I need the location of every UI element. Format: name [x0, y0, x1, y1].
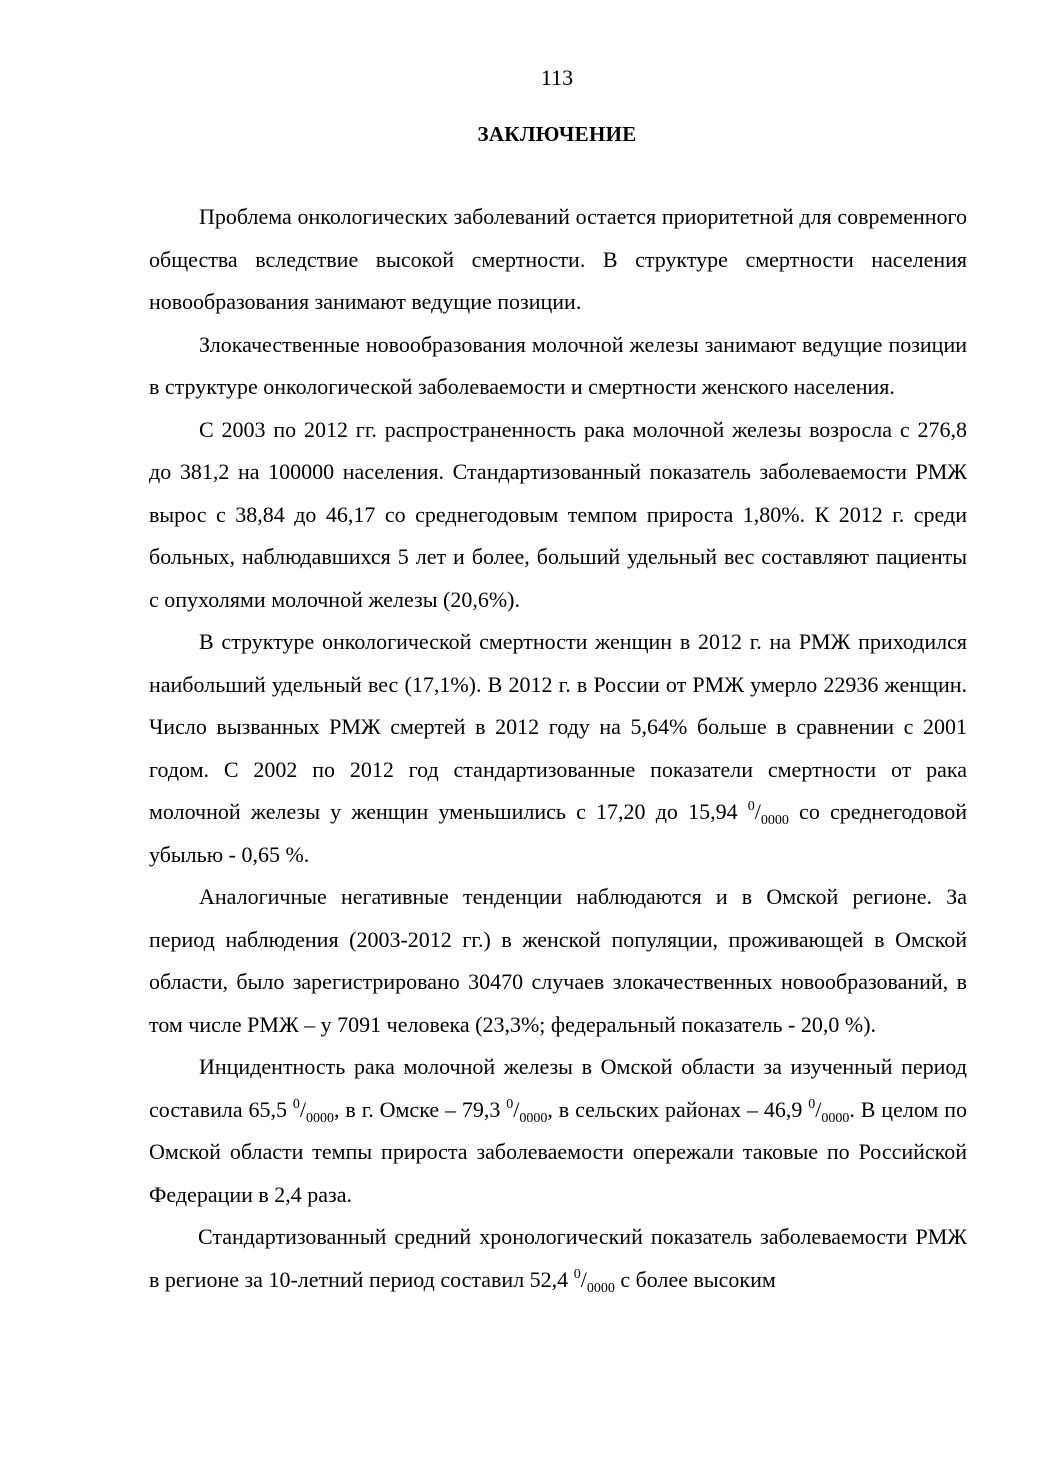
paragraph-5: Аналогичные негативные тенденции наблюдаются и в Омской регионе. За период наблюдения (2003-2012 гг.) в женской популяции, проживающей в Омской области, было зарегистрировано 30470 случаев злокачественных новообразований, в том числе РМЖ – у 7091 человека (23,3%; федеральный показатель - 20,0 %). — [149, 884, 967, 1037]
per-mille-superscript: 0 — [747, 799, 755, 814]
paragraph-7-text-end: с более высоким — [614, 1266, 776, 1292]
paragraph-1: Проблема онкологических заболеваний остается приоритетной для современного общества вследствие высокой смертности. В структуре смертности населения новообразования занимают ведущие позиции. — [149, 204, 967, 314]
per-mille-slash: / — [815, 1096, 822, 1122]
per-mille-subscript: 0000 — [821, 1110, 850, 1126]
per-mille-slash: / — [299, 1096, 307, 1122]
per-mille-slash: / — [754, 799, 761, 824]
per-mille-superscript: 0 — [506, 1096, 514, 1112]
per-mille-superscript: 0 — [573, 1266, 581, 1282]
per-mille-slash: / — [513, 1096, 520, 1122]
per-mille-subscript: 0000 — [306, 1110, 335, 1126]
paragraph-6-text-3: , в сельских районах – 46,9 — [547, 1096, 809, 1122]
document-body — [149, 196, 967, 1301]
paragraph-7 — [149, 1216, 967, 1301]
paragraph-2: Злокачественные новообразования молочной железы занимают ведущие позиции в структуре онкологической заболеваемости и смертности женского населения. — [149, 331, 967, 399]
per-mille-slash: / — [580, 1266, 587, 1292]
per-mille-subscript: 0000 — [760, 813, 789, 828]
per-mille-superscript: 0 — [292, 1096, 300, 1112]
paragraph-4 — [149, 621, 967, 876]
page-title: ЗАКЛЮЧЕНИЕ — [477, 122, 637, 146]
paragraph-6 — [149, 1046, 967, 1216]
paragraph-7-text: Стандартизованный средний хронологический показатель заболеваемости РМЖ в регионе за 10-летний период составил 52,4 — [149, 1224, 967, 1292]
paragraph-6-text-4: . В целом по Омской области темпы прироста заболеваемости опережали таковые по Российской Федерации в 2,4 раза. — [149, 1096, 967, 1207]
per-mille-subscript: 0000 — [586, 1280, 615, 1296]
per-mille-superscript: 0 — [808, 1096, 816, 1112]
paragraph-6-text-2: , в г. Омске – 79,3 — [334, 1096, 507, 1122]
paragraph-3: С 2003 по 2012 гг. распространенность рака молочной железы возросла с 276,8 до 381,2 на 100000 населения. Стандартизованный показатель заболеваемости РМЖ вырос с 38,84 до 46,17 со среднегодовым темпом прироста 1,80%. К 2012 г. среди больных, наблюдавшихся 5 лет и более, больший удельный вес составляют пациенты с опухолями молочной железы (20,6%). — [149, 416, 967, 612]
per-mille-subscript: 0000 — [519, 1110, 548, 1126]
paragraph-6-text: Инцидентность рака молочной железы в Омской области за изученный период составила 65,5 — [149, 1054, 967, 1122]
page-number: 113 — [540, 65, 574, 90]
paragraph-4-text: В структуре онкологической смертности женщин в 2012 г. на РМЖ приходился наибольший удельный вес (17,1%). В 2012 г. в России от РМЖ умерло 22936 женщин. Число вызванных РМЖ смертей в 2012 году на 5,64% больше в сравнении с 2001 годом. С 2002 по 2012 год стандартизованные показатели смертности от рака молочной железы у женщин уменьшились с 17,20 до 15,94 — [149, 629, 967, 824]
paragraph-4-text-end: со среднегодовой убылью - 0,65 %. — [149, 799, 968, 867]
